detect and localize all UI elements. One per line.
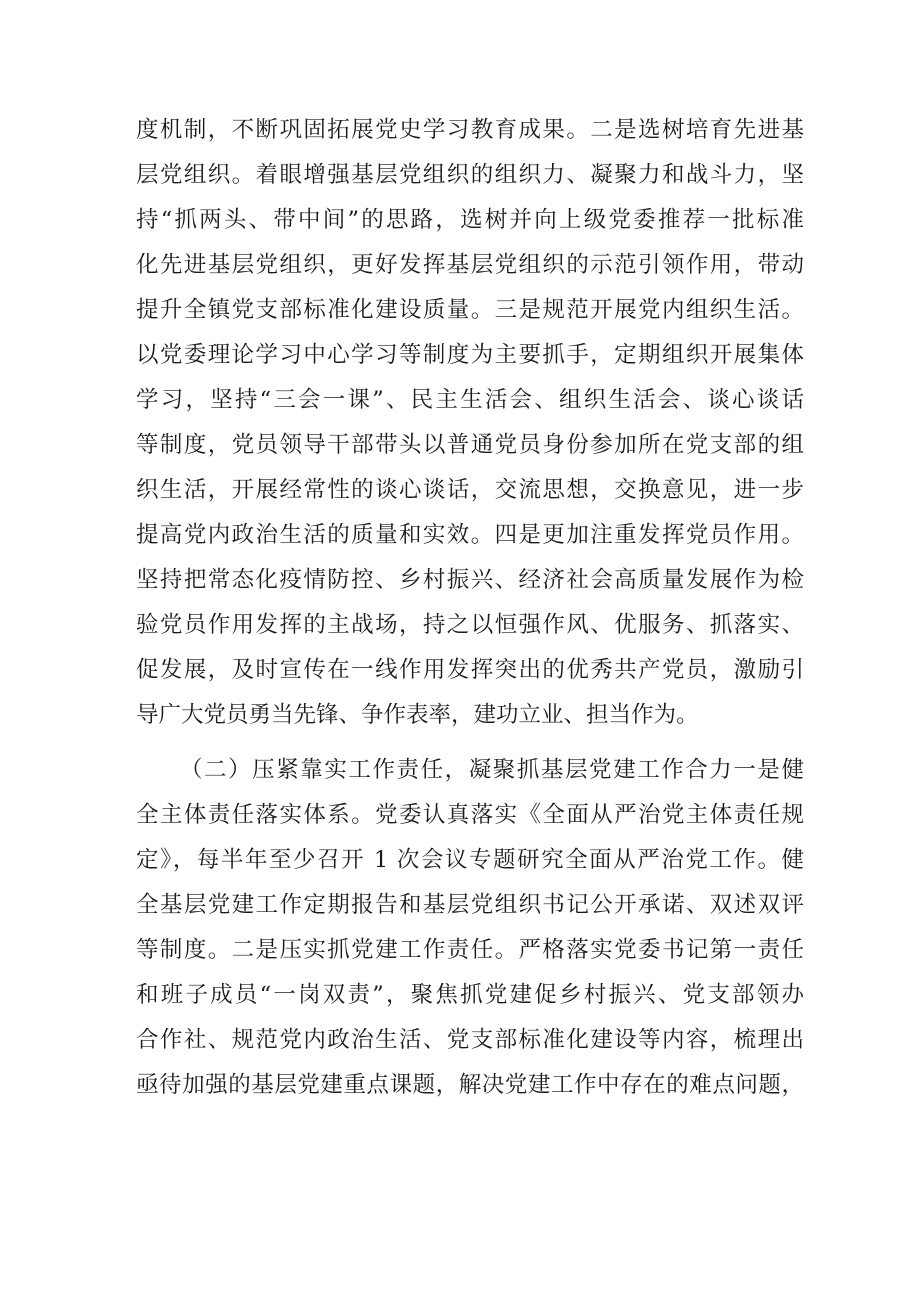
text-line: 亟待加强的基层党建重点课题，解决党建工作中存在的难点问题， [136, 1072, 804, 1098]
text-line: 度机制，不断巩固拓展党史学习教育成果。二是选树培育先进基 [136, 117, 804, 143]
text-line: 等制度。二是压实抓党建工作责任。严格落实党委书记第一责任 [136, 937, 804, 963]
text-line: 促发展，及时宣传在一线作用发挥突出的优秀共产党员，激励引 [136, 657, 804, 683]
section-heading-line: （二）压紧靠实工作责任，凝聚抓基层党建工作合力一是健 [180, 757, 804, 783]
text-line: 织生活，开展经常性的谈心谈话，交流思想，交换意见，进一步 [136, 477, 804, 503]
text-line: 合作社、规范党内政治生活、党支部标准化建设等内容，梳理出 [136, 1027, 804, 1053]
text-line: 全基层党建工作定期报告和基层党组织书记公开承诺、双述双评 [136, 892, 804, 918]
text-line: 提升全镇党支部标准化建设质量。三是规范开展党内组织生活。 [136, 297, 804, 323]
text-line: 定》，每半年至少召开 1 次会议专题研究全面从严治党工作。健 [136, 847, 804, 873]
text-line: 和班子成员“一岗双责”，聚焦抓党建促乡村振兴、党支部领办 [136, 982, 804, 1008]
text-line: 等制度，党员领导干部带头以普通党员身份参加所在党支部的组 [136, 432, 804, 458]
text-line: 以党委理论学习中心学习等制度为主要抓手，定期组织开展集体 [136, 342, 804, 368]
text-line: 学习，坚持“三会一课”、民主生活会、组织生活会、谈心谈话 [136, 387, 804, 413]
text-line: 坚持把常态化疫情防控、乡村振兴、经济社会高质量发展作为检 [136, 567, 804, 593]
text-line: 提高党内政治生活的质量和实效。四是更加注重发挥党员作用。 [136, 522, 804, 548]
text-line: 验党员作用发挥的主战场，持之以恒强作风、优服务、抓落实、 [136, 612, 804, 638]
text-line: 全主体责任落实体系。党委认真落实《全面从严治党主体责任规 [136, 802, 804, 828]
text-line: 导广大党员勇当先锋、争作表率，建功立业、担当作为。 [136, 702, 699, 728]
text-line: 化先进基层党组织，更好发挥基层党组织的示范引领作用，带动 [136, 252, 804, 278]
text-line: 层党组织。着眼增强基层党组织的组织力、凝聚力和战斗力，坚 [136, 162, 804, 188]
text-line: 持“抓两头、带中间”的思路，选树并向上级党委推荐一批标准 [136, 207, 804, 233]
